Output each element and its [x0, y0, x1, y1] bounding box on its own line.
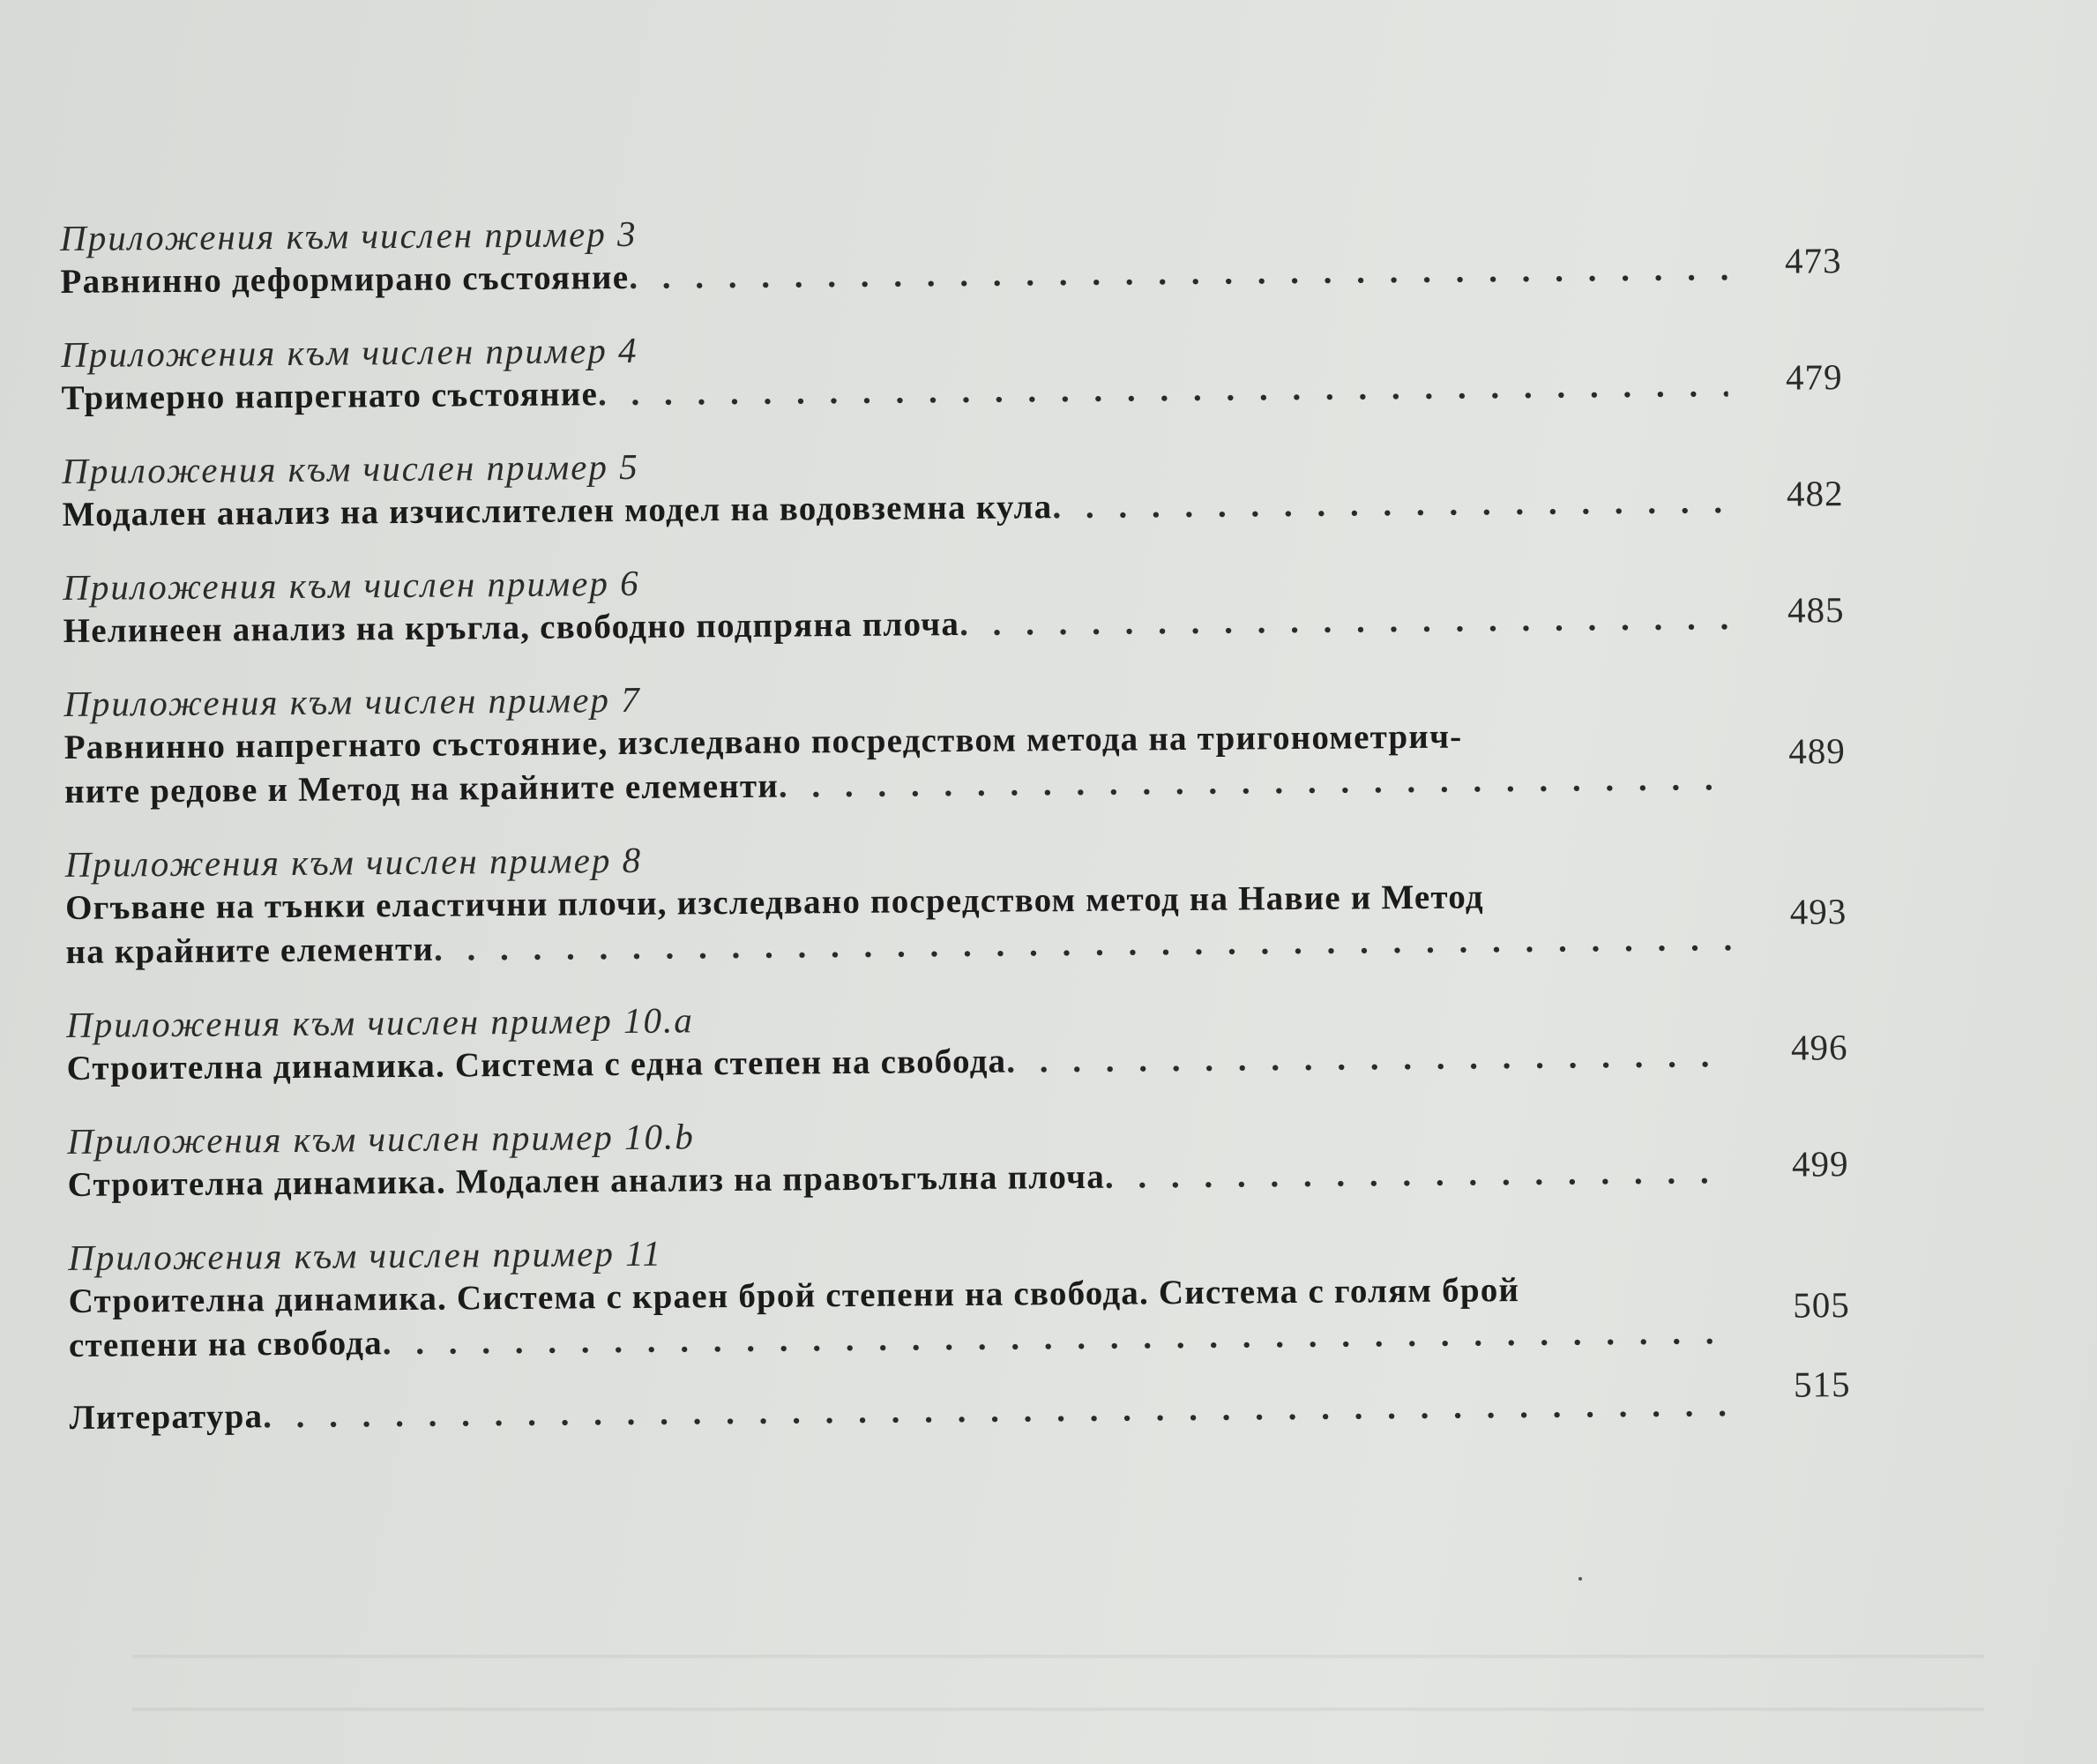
toc-entry-body	[69, 1364, 1877, 1440]
toc-entry-line: Огъване на тънки еластични плочи, изследвано посредством метод на Навие и Метод	[64, 878, 1484, 927]
toc-entry	[61, 318, 1869, 421]
toc-entry	[63, 551, 1871, 654]
dot-leader	[1105, 1150, 1735, 1200]
paper-speck	[1578, 1577, 1582, 1581]
dot-leader	[779, 757, 1732, 808]
dot-leader	[959, 596, 1730, 647]
toc-entry	[60, 202, 1869, 304]
toc-entry	[65, 828, 1874, 975]
toc-page-number: 489	[1788, 730, 1847, 772]
toc-entry	[62, 435, 1870, 537]
toc-entry-label: Приложения към числен пример 10.a	[66, 999, 694, 1045]
toc-page-number: 473	[1784, 240, 1842, 281]
toc-entry-body	[68, 1266, 1877, 1368]
toc-entry	[63, 668, 1872, 814]
dot-leader	[629, 247, 1728, 300]
toc-entry-label: Приложения към числен пример 3	[60, 213, 638, 258]
toc-entry-title: Нелинеен анализ на кръгла, свободно подпряна плоча	[63, 605, 960, 650]
dot-leader	[1052, 480, 1729, 529]
toc-entry-label: Приложения към числен пример 4	[61, 329, 638, 375]
dot-leader	[434, 917, 1733, 972]
toc-entry-body	[64, 712, 1873, 814]
dot-leader	[1006, 1034, 1734, 1083]
toc-entry-label: Приложения към числен пример 5	[62, 445, 639, 491]
toc-entry-label: Приложения към числен пример 11	[68, 1232, 663, 1278]
toc-entry-line: Строителна динамика. Система с краен брой степени на свобода. Система с голям брой	[68, 1271, 1520, 1320]
toc-page-number: 493	[1789, 891, 1847, 932]
toc-entry	[67, 1105, 1876, 1207]
toc-entry-label: Приложения към числен пример 6	[63, 562, 640, 608]
dot-leader	[263, 1383, 1736, 1439]
toc-entry-title: степени на свобода	[68, 1324, 383, 1364]
toc-entry-body	[65, 872, 1874, 975]
show-through-text	[132, 1641, 1984, 1746]
toc-entry-line	[70, 1383, 1736, 1440]
toc-entry-title: Тримерно напрегнато състояние	[61, 375, 599, 417]
toc-page-number: 496	[1790, 1027, 1848, 1068]
toc-entry-title: Модален анализ на изчислителен модел на водовземна кула	[62, 488, 1053, 534]
toc-page-number: 505	[1793, 1284, 1850, 1326]
toc-entry-bibliography	[69, 1364, 1877, 1440]
toc-entry-title: Строителна динамика. Модален анализ на правоъгълна плоча	[67, 1157, 1106, 1204]
toc-page-number: 515	[1793, 1364, 1851, 1405]
dot-leader	[598, 363, 1728, 416]
dot-leader	[383, 1311, 1736, 1365]
toc-entry-title: на крайните елементи	[65, 930, 435, 971]
toc-entry	[68, 1222, 1877, 1368]
table-of-contents	[60, 202, 1877, 1469]
toc-page-number: 499	[1791, 1143, 1849, 1185]
toc-page-number: 485	[1787, 589, 1845, 631]
toc-entry-line: Равнинно напрегнато състояние, изследвано посредством метода на тригонометрич-	[63, 717, 1463, 766]
toc-entry-title: Строителна динамика. Система с една степен на свобода	[66, 1042, 1007, 1088]
toc-entry-label: Приложения към числен пример 10.b	[67, 1116, 695, 1162]
toc-page-number: 482	[1786, 473, 1844, 514]
toc-entry-label: Приложения към числен пример 7	[63, 678, 641, 724]
toc-entry-title: Литература	[69, 1397, 264, 1437]
toc-entry-title: Равнинно деформирано състояние	[60, 258, 630, 301]
toc-entry-title: ните редове и Метод на крайните елементи	[63, 766, 780, 811]
toc-page-number: 479	[1785, 356, 1843, 398]
toc-entry-label: Приложения към числен пример 8	[64, 839, 643, 885]
toc-entry	[66, 989, 1875, 1091]
